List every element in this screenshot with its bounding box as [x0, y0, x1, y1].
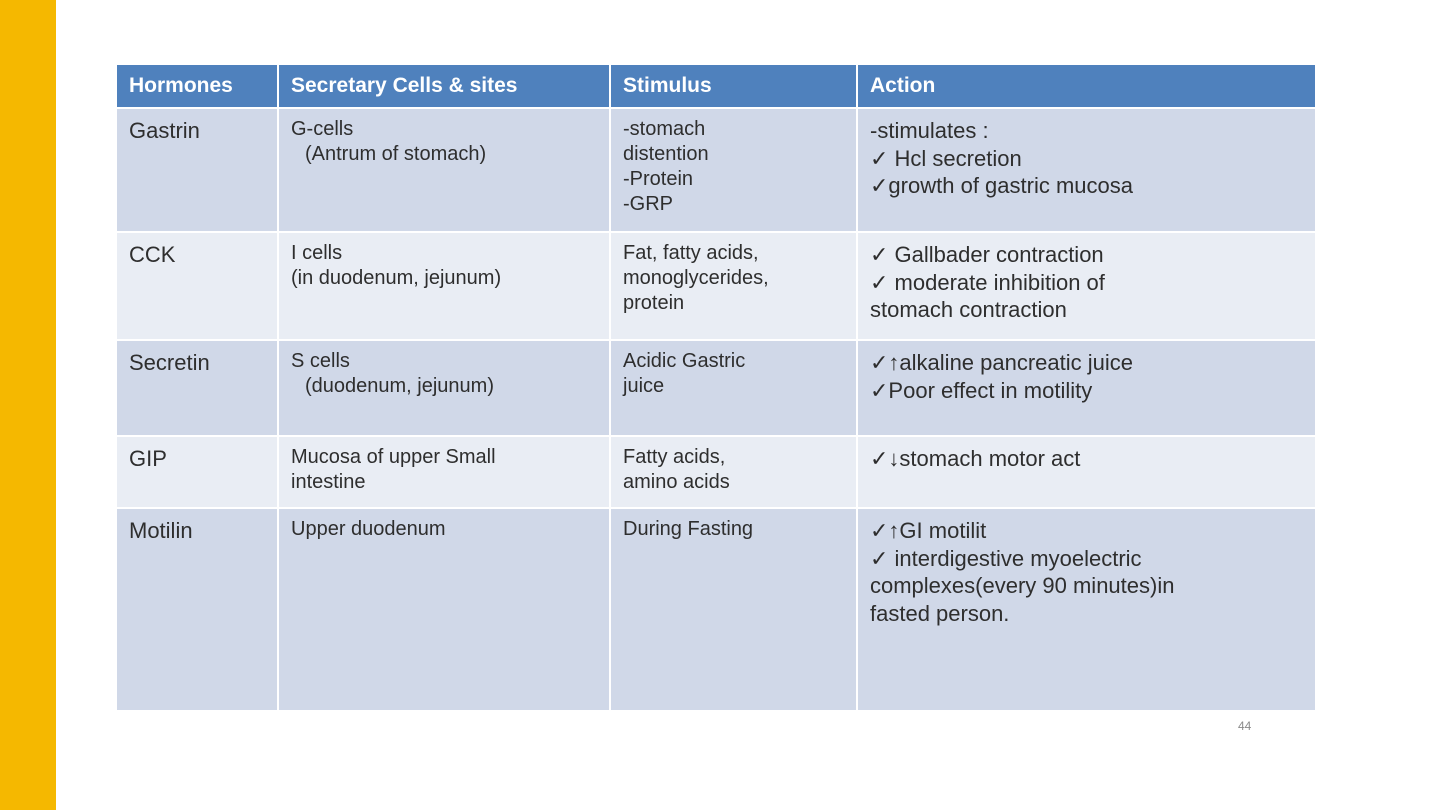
header-stimulus: Stimulus — [610, 65, 857, 108]
action-line: complexes(every 90 minutes)in — [870, 573, 1175, 598]
stimulus — [610, 340, 857, 436]
cells-line: I cells — [291, 242, 343, 264]
stimulus-line: Fatty acids, — [623, 446, 726, 468]
stimulus-line: amino acids — [623, 471, 730, 493]
stimulus-line: Acidic Gastric — [623, 350, 746, 372]
accent-side-bar — [0, 0, 56, 810]
header-hormones: Hormones — [117, 65, 278, 108]
table-row-cck — [117, 232, 1315, 340]
action-line: ✓ Hcl secretion — [870, 145, 1022, 171]
stimulus — [610, 232, 857, 340]
stimulus-line: -stomach — [623, 118, 706, 140]
secretory-cells — [278, 436, 610, 508]
action — [857, 232, 1315, 340]
stimulus-line: -GRP — [623, 193, 673, 215]
stimulus — [610, 108, 857, 232]
stimulus — [610, 436, 857, 508]
table-row-motilin — [117, 508, 1315, 710]
cells-line: (Antrum of stomach) — [305, 143, 487, 165]
cells-line: S cells — [291, 350, 350, 372]
action-line: ✓ moderate inhibition of — [870, 269, 1105, 295]
secretory-cells — [278, 340, 610, 436]
hormone-name: Gastrin — [117, 108, 278, 232]
secretory-cells — [278, 508, 610, 710]
hormone-name: GIP — [117, 436, 278, 508]
action-line: ✓growth of gastric mucosa — [870, 173, 1133, 198]
secretory-cells — [278, 108, 610, 232]
action — [857, 108, 1315, 232]
action-line: ✓↑alkaline pancreatic juice — [870, 350, 1134, 375]
page-number: 44 — [1238, 719, 1252, 733]
cells-line: intestine — [291, 471, 366, 493]
cells-line: (duodenum, jejunum) — [305, 375, 494, 397]
action-line: ✓↑GI motilit — [870, 518, 987, 543]
action-line: -stimulates : — [870, 118, 989, 143]
action-line: ✓ interdigestive myoelectric — [870, 545, 1142, 571]
stimulus-line: During Fasting — [623, 518, 754, 540]
cells-line: (in duodenum, jejunum) — [291, 267, 502, 289]
secretory-cells — [278, 232, 610, 340]
action-line: ✓ Gallbader contraction — [870, 242, 1104, 267]
hormone-name: CCK — [117, 232, 278, 340]
stimulus-line: juice — [623, 375, 665, 397]
hormones-table — [117, 65, 1315, 710]
cells-line: Upper duodenum — [291, 518, 446, 540]
header-secretary-cells: Secretary Cells & sites — [278, 65, 610, 108]
stimulus-line: distention — [623, 143, 709, 165]
stimulus-line: -Protein — [623, 168, 694, 190]
header-action: Action — [857, 65, 1315, 108]
action-line: ✓↓stomach motor act — [870, 446, 1081, 471]
cells-line: G-cells — [291, 118, 354, 140]
stimulus-line: Fat, fatty acids, — [623, 242, 759, 264]
table-header-row — [117, 65, 1315, 108]
action — [857, 340, 1315, 436]
stimulus — [610, 508, 857, 710]
action-line: ✓Poor effect in motility — [870, 377, 1093, 403]
hormone-name: Secretin — [117, 340, 278, 436]
action-line: fasted person. — [870, 600, 1010, 626]
stimulus-line: monoglycerides, — [623, 267, 769, 289]
action — [857, 436, 1315, 508]
action — [857, 508, 1315, 710]
hormone-name: Motilin — [117, 508, 278, 710]
cells-line: Mucosa of upper Small — [291, 446, 496, 468]
table-row-secretin — [117, 340, 1315, 436]
action-line: stomach contraction — [870, 297, 1067, 322]
table-row-gastrin — [117, 108, 1315, 232]
table-row-gip — [117, 436, 1315, 508]
stimulus-line: protein — [623, 292, 685, 314]
